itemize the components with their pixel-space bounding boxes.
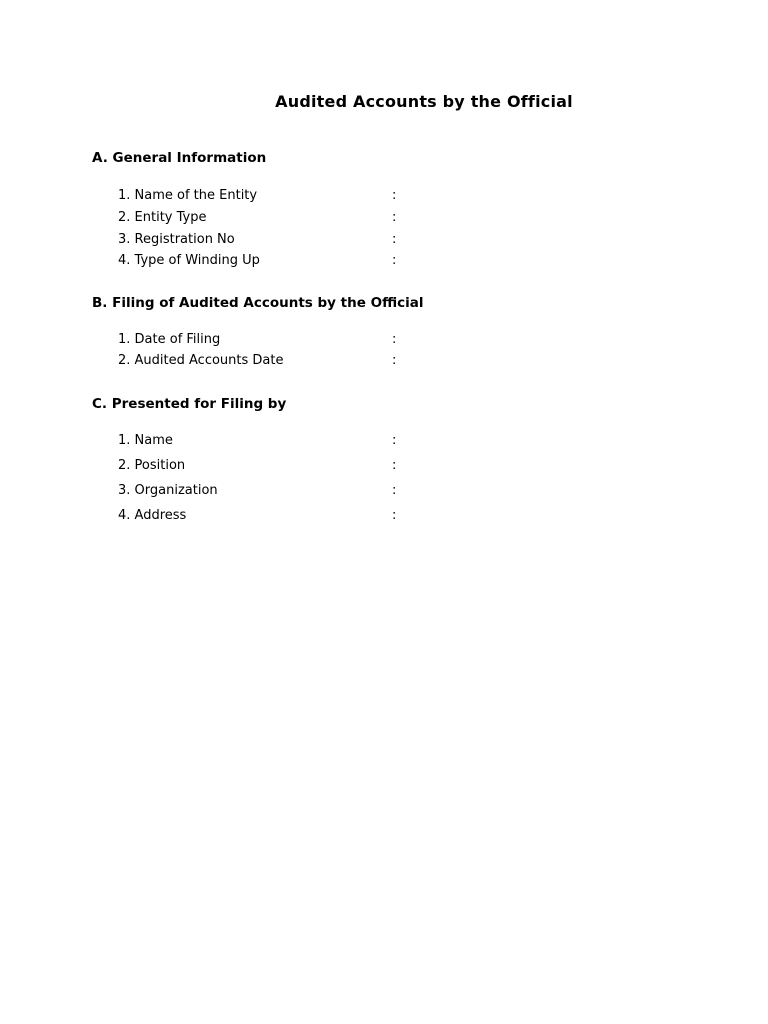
- field-label: 4. Address: [118, 508, 187, 523]
- field-row-date-of-filing: [118, 332, 408, 350]
- field-label: 3. Organization: [118, 483, 218, 498]
- section-heading-presented-for-filing-by: C. Presented for Filing by: [92, 396, 287, 412]
- field-separator: :: [392, 210, 397, 225]
- field-separator: :: [392, 508, 397, 523]
- field-row-name: [118, 433, 408, 451]
- section-heading-general-information: A. General Information: [92, 150, 267, 166]
- field-label: 2. Audited Accounts Date: [118, 353, 284, 368]
- field-row-organization: [118, 483, 408, 501]
- field-row-entity-name: [118, 188, 408, 206]
- field-separator: :: [392, 483, 397, 498]
- field-label: 1. Name: [118, 433, 173, 448]
- field-row-entity-type: [118, 210, 408, 228]
- field-separator: :: [392, 253, 397, 268]
- field-label: 2. Position: [118, 458, 186, 473]
- field-row-address: [118, 508, 408, 526]
- field-row-type-of-winding-up: [118, 253, 408, 271]
- field-separator: :: [392, 188, 397, 203]
- field-label: 2. Entity Type: [118, 210, 207, 225]
- field-label: 1. Name of the Entity: [118, 188, 258, 203]
- section-heading-filing-of-audited-accounts: B. Filing of Audited Accounts by the Official: [92, 295, 424, 311]
- field-separator: :: [392, 353, 397, 368]
- field-label: 4. Type of Winding Up: [118, 253, 260, 268]
- page-title: Audited Accounts by the Official: [275, 92, 573, 111]
- field-separator: :: [392, 232, 397, 247]
- field-row-audited-accounts-date: [118, 353, 408, 371]
- field-row-position: [118, 458, 408, 476]
- field-row-registration-no: [118, 232, 408, 250]
- field-separator: :: [392, 332, 397, 347]
- field-label: 3. Registration No: [118, 232, 235, 247]
- field-label: 1. Date of Filing: [118, 332, 221, 347]
- field-separator: :: [392, 433, 397, 448]
- field-separator: :: [392, 458, 397, 473]
